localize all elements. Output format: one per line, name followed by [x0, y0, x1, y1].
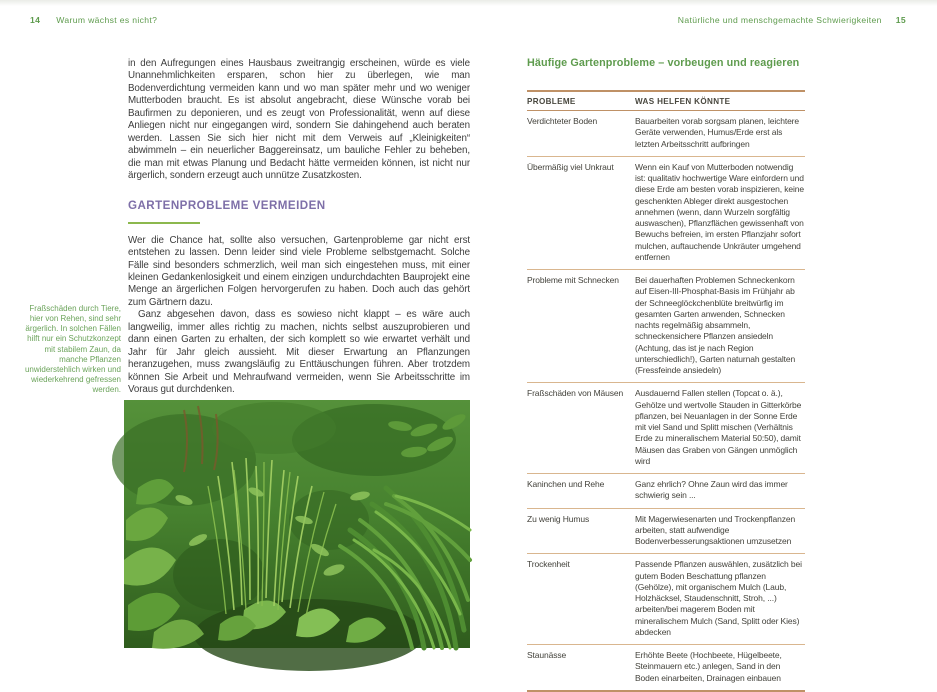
- photo-caption-margin-note: Fraßschäden durch Tiere, hier von Rehen, sind sehr ärgerlich. In solchen Fällen hilft nur ein Schutzkonzept mit stabilem Zaun, da manche Pflanzen unwiderstehlich wirken und wiederkehrend gefressen werden.: [24, 304, 121, 395]
- left-page-number: 14: [30, 15, 41, 25]
- table-row: [527, 553, 805, 644]
- problem-cell: Fraßschäden von Mäusen: [527, 388, 624, 399]
- help-cell: Bei dauerhaften Problemen Schneckenkorn auf Eisen-III-Phosphat-Basis im Frühjahr ab der Schneeglöckchenblüte breitwürfig im gesamten Garten anwenden, Schnecken nachts regelmäßig absammeln, schneckensichere Pflanzen ansiedeln (Achtung, das ist je nach Region unterschiedlich!), Garten naturnah gestalten (Fressfeinde ansiedeln): [635, 275, 796, 375]
- table-title: Häufige Gartenprobleme – vorbeugen und reagieren: [527, 57, 800, 69]
- problem-cell: Staunässe: [527, 650, 567, 660]
- problem-cell: Probleme mit Schnecken: [527, 275, 619, 285]
- garden-photo-art: [124, 400, 470, 648]
- left-running-header: [30, 15, 157, 25]
- help-cell: Ausdauernd Fallen stellen (Topcat o. ä.), Gehölze und wertvolle Stauden in Gitterkörbe pflanzen, bei Neuanlagen in der Sonne Erde mit viel Sand und Splitt mischen (Verhältnis Erde zu mineralischem Material 50:50), damit Mäusen das Graben von Gängen unmöglich wird: [635, 388, 802, 466]
- table-header-row: [527, 92, 805, 111]
- garden-problems-table: [527, 90, 805, 692]
- problem-cell: Übermäßig viel Unkraut: [527, 161, 614, 172]
- left-running-header-title: Warum wächst es nicht?: [56, 15, 158, 25]
- table-row: [527, 111, 805, 156]
- problem-cell: Kaninchen und Rehe: [527, 479, 605, 489]
- problem-cell: Trockenheit: [527, 559, 570, 570]
- left-body-column: [128, 58, 470, 397]
- column-header-probleme: PROBLEME: [527, 97, 576, 106]
- table-row: [527, 508, 805, 554]
- table-row: [527, 156, 805, 269]
- section-paragraph-2: Ganz abgesehen davon, dass es sowieso nicht klappt – es wäre auch langweilig, immer alles richtig zu machen, nichts selbst auszuprobieren und dann einen Garten zu erhalten, der sich komplett so wie erwartet verhält und Jahr für Jahr gleich aussieht. Mit dieser Erwartung an Pflanzungen heranzugehen, muss zwangsläufig zu Enttäuschungen führen. Aber trotzdem können Sie Arbeit und Mehraufwand vermeiden, wenn Sie Arbeitsschritte im Voraus gut durchdenken.: [128, 309, 470, 396]
- intro-paragraph: in den Aufregungen eines Hausbaus zweitrangig erscheinen, würde es viele Unannehmlichkeiten ersparen, schon hier zu überlegen, wie man Bodenverdichtung vermeiden kann und wo man später mehr und wo weniger Mutterboden braucht. Es ist absolut angebracht, diese Wünsche vorab bei Baufirmen zu deponieren, und es zeugt von Professionalität, wenn auf diese Anliegen nicht nur eingegangen wird, sondern Sie dahingehend auch beraten werden. Lassen Sie sich hier nicht mit dem Verweis auf „Kleinigkeiten“ abwimmeln – ein neuerlicher Baggereinsatz, um bauliche Fehler zu beheben, die man mit etwas Planung und Bedacht hätte vermeiden können, ist nicht nur ärgerlich, sondern erzeugt auch unnütze Zusatzkosten.: [128, 58, 470, 182]
- section-paragraph-1: Wer die Chance hat, sollte also versuchen, Gartenprobleme gar nicht erst entstehen zu lassen. Denn leider sind viele Probleme selbstgemacht. Solche Fälle sind besonders schmerzlich, weil man sich eingestehen muss, mit einer kleinen Gedankenlosigkeit und einem einzigen undurchdachten Bauprojekt eine Menge an ärgerlichen Folgen hervorgerufen zu haben. Doch auch das gehört zum Gärtnern dazu.: [128, 234, 470, 308]
- table-row: [527, 269, 805, 382]
- help-cell: Mit Magerwiesenarten und Trockenpflanzen arbeiten, statt aufwendige Bodenverbesserungsaktionen umzusetzen: [635, 513, 796, 546]
- help-cell: Passende Pflanzen auswählen, zusätzlich bei gutem Boden Beschattung pflanzen (Gehölze), mit organischem Mulch (Laub, Holzhäcksel, Staudenschnitt, Stroh, ...) arbeiten/bei magerem Boden mit mineralischem Mulch (Sand, Splitt oder Kies) abdecken: [635, 559, 802, 637]
- problem-cell: Zu wenig Humus: [527, 513, 590, 524]
- section-heading: GARTENPROBLEME VERMEIDEN: [128, 198, 326, 212]
- help-cell: Ganz ehrlich? Ohne Zaun wird das immer schwierig sein ...: [635, 479, 788, 501]
- table-row: [527, 644, 805, 690]
- right-running-header-title: Natürliche und menschgemachte Schwierigkeiten: [677, 15, 882, 25]
- help-cell: Wenn ein Kauf von Mutterboden notwendig ist: qualitativ hochwertige Ware einfordern und diese Erde am besten vorab inspizieren, keine geschenkten Ableger direkt ausgestochen annehmen (wenn, dann Wurzeln sorgfältig auswaschen), Pflanzflächen gewissenhaft von Bewuchs befreien, im ersten Pflanzjahr sofort mulchen, auftauchende Unkräuter umgehend entfernen: [635, 161, 804, 262]
- heading-underline-rule: [128, 222, 200, 224]
- help-cell: Bauarbeiten vorab sorgsam planen, leichtere Geräte verwenden, Humus/Erde erst als letzten Arbeitsschritt aufbringen: [635, 116, 799, 149]
- page-top-edge: [0, 0, 937, 6]
- help-cell: Erhöhte Beete (Hochbeete, Hügelbeete, Steinmauern etc.) anlegen, Sand in den Boden einarbeiten, Drainagen einbauen: [635, 650, 782, 683]
- column-header-was-helfen-koennte: WAS HELFEN KÖNNTE: [635, 97, 731, 106]
- table-row: [527, 382, 805, 473]
- garden-photo: [124, 400, 470, 648]
- right-running-header: [678, 15, 906, 25]
- right-page-number: 15: [895, 15, 906, 25]
- table-row: [527, 473, 805, 508]
- problem-cell: Verdichteter Boden: [527, 116, 598, 126]
- right-page-column: [527, 57, 805, 692]
